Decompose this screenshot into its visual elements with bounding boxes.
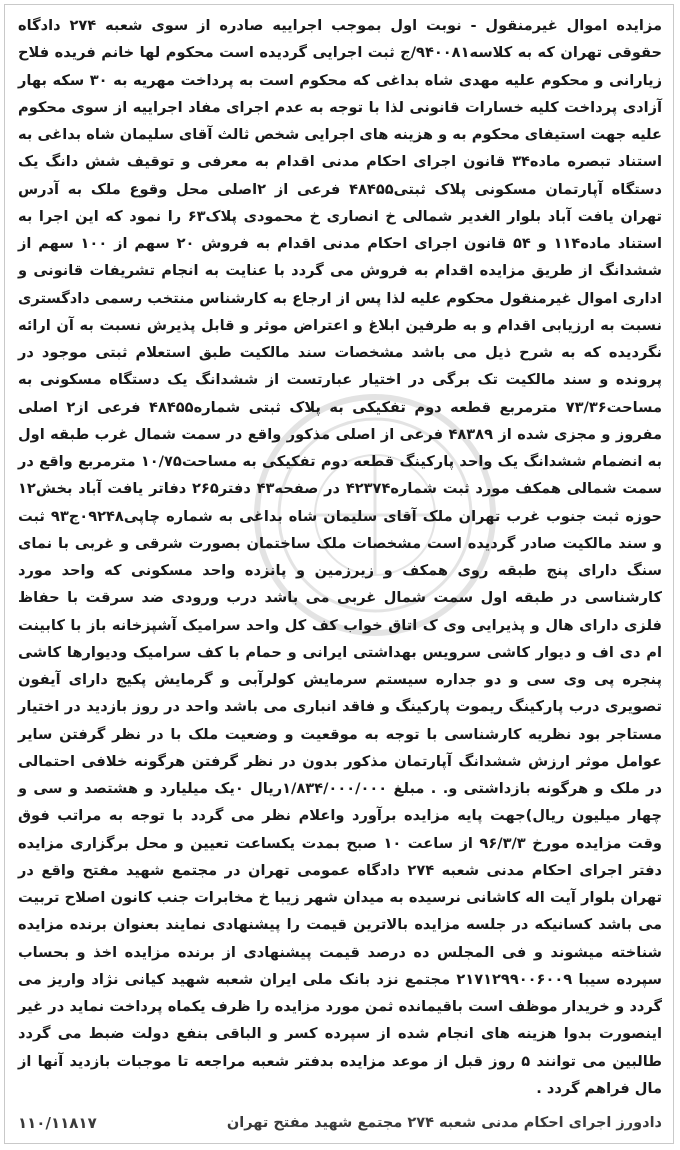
signature-line: دادورز اجرای احکام مدنی شعبه ۲۷۴ مجتمع شهید مفتح تهران xyxy=(226,1115,662,1131)
auction-notice-text: مزایده اموال غیرمنقول - نوبت اول بموجب اجراییه صادره از سوی شعبه ۲۷۴ دادگاه حقوقی تهران که به کلاسه۹۴۰۰۸۱/ج ثبت اجرایی گردیده است محکوم لها خانم فریده فلاح زیارانی و محکوم علیه مهدی شاه بداغی که محکوم است به پرداخت مهریه به ۳۰ سکه بهار آزادی پرداخت کلیه خسارات قانونی لذا با توجه به عدم اجرای مفاد اجراییه از سوی محکوم علیه جهت استیفای محکوم به و هزینه های اجرایی شخص ثالث آقای سلیمان شاه بداغی به استناد تبصره ماده۳۴ قانون اجرای احکام مدنی اقدام به معرفی و توقیف شش دانگ یک دستگاه آپارتمان مسکونی پلاک ثبتی۴۸۴۵۵ فرعی از ۲اصلی محل وقوع ملک به آدرس تهران یافت آباد بلوار الغدیر شمالی خ انصاری خ محمودی پلاک۶۳ را نمود که این اجرا به استناد ماده۱۱۴ و ۵۴ قانون اجرای احکام مدنی اقدام به فروش ۲۰ سهم از ۱۰۰ سهم از ششدانگ از طریق مزایده اقدام به فروش می گردد با عنایت به انجام تشریفات قانونی و اداری اموال غیرمنقول محکوم علیه لذا پس از ارجاع به کارشناس منتخب رسمی دادگستری نسبت به ارزیابی اقدام و به طرفین ابلاغ و اعتراض موثر و قابل پذیرش نسبت به آن ارائه نگردیده که به شرح ذیل می باشد مشخصات سند مالکیت طبق استعلام ثبتی موجود در پرونده و سند مالکیت تک برگی در اختیار عبارتست از ششدانگ یک دستگاه مسکونی به مساحت۷۳/۳۶ مترمربع قطعه دوم تفکیکی به پلاک ثبتی شماره۴۸۴۵۵ فرعی از۲ اصلی مفروز و مجزی شده از ۴۸۳۸۹ فرعی از اصلی مذکور واقع در سمت شمال غرب طبقه اول به انضمام ششدانگ یک واحد پارکینگ قطعه دوم تفکیکی به مساحت۱۰/۷۵ مترمربع واقع در سمت شمالی همکف مورد ثبت شماره۴۲۳۷۴ در صفحه۴۳ دفتر۲۶۵ دفاتر یافت آباد بخش۱۲ حوزه ثبت جنوب غرب تهران ملک آقای سلیمان شاه بداغی به شماره چاپی۰۹۲۴۸ج۹۳ ثبت و سند مالکیت صادر گردیده است مشخصات ملک ساختمان بصورت شرقی و غربی با نمای سنگ دارای پنج طبقه روی همکف و زیرزمین و پانزده واحد مسکونی که واحد مورد کارشناسی در طبقه اول سمت شمال غربی می باشد درب ورودی ضد سرقت با حفاظ فلزی دارای هال و پذیرایی وی ک اتاق خواب کف کل واحد سرامیک آشپزخانه باز با کابینت ام دی اف و دیوار کاشی سرویس بهداشتی ایرانی و حمام با کف سرامیک ودیوارها کاشی پنجره پی وی سی و دو جداره سیستم سرمایش کولرآبی و گرمایش پکیج دارای آیفون تصویری درب پارکینگ ریموت پارکینگ و فاقد انباری می باشد واحد در روز بازدید در اختیار مستاجر بود نظریه کارشناسی با توجه به موقعیت و وضعیت ملک با در نظر گرفتن سایر عوامل موثر ارزش ششدانگ آپارتمان مذکور بدون در نظر گرفتن هرگونه خلافی احتمالی در ملک و هرگونه بازداشتی و. . مبلغ ۱/۸۳۴/۰۰۰/۰۰۰ریال ۰یک میلیارد و هشتصد و سی و چهار میلیون ریال)جهت پایه مزایده برآورد واعلام نظر می گردد با توجه به مراتب فوق وقت مزایده مورخ ۹۶/۳/۳ از ساعت ۱۰ صبح بمدت یکساعت تعیین و محل برگزاری مزایده دفتر اجرای احکام مدنی شعبه ۲۷۴ دادگاه عمومی تهران در مجتمع شهید مفتح واقع در تهران بلوار آیت اله کاشانی نرسیده به میدان شهر زیبا خ مخابرات جنب کانون اصلاح تربیت می باشد کسانیکه در جلسه مزایده بالاترین قیمت را پیشنهادی نمایند بعنوان برنده مزایده شناخته میشوند و فی المجلس ده درصد قیمت پیشنهادی از برنده مزایده اخذ و بحساب سپرده سیبا ۲۱۷۱۲۹۹۰۰۶۰۰۹ مجتمع نزد بانک ملی ایران شعبه شهید کیانی نژاد واریز می گردد و خریدار موظف است باقیمانده ثمن مورد مزایده را ظرف یکماه پرداخت نماید در غیر اینصورت بدوا هزینه های انجام شده از سپرده کسر و الباقی بنفع دولت ضبط می گردد طالبین می توانند ۵ روز قبل از موعد مزایده بدفتر شعبه مراجعه تا موجبات بازدید آنها از مال فراهم گردد . xyxy=(18,17,663,1097)
notice-code: ۱۱۰/۱۱۸۱۷ xyxy=(18,1114,97,1132)
notice-footer xyxy=(18,1108,662,1138)
